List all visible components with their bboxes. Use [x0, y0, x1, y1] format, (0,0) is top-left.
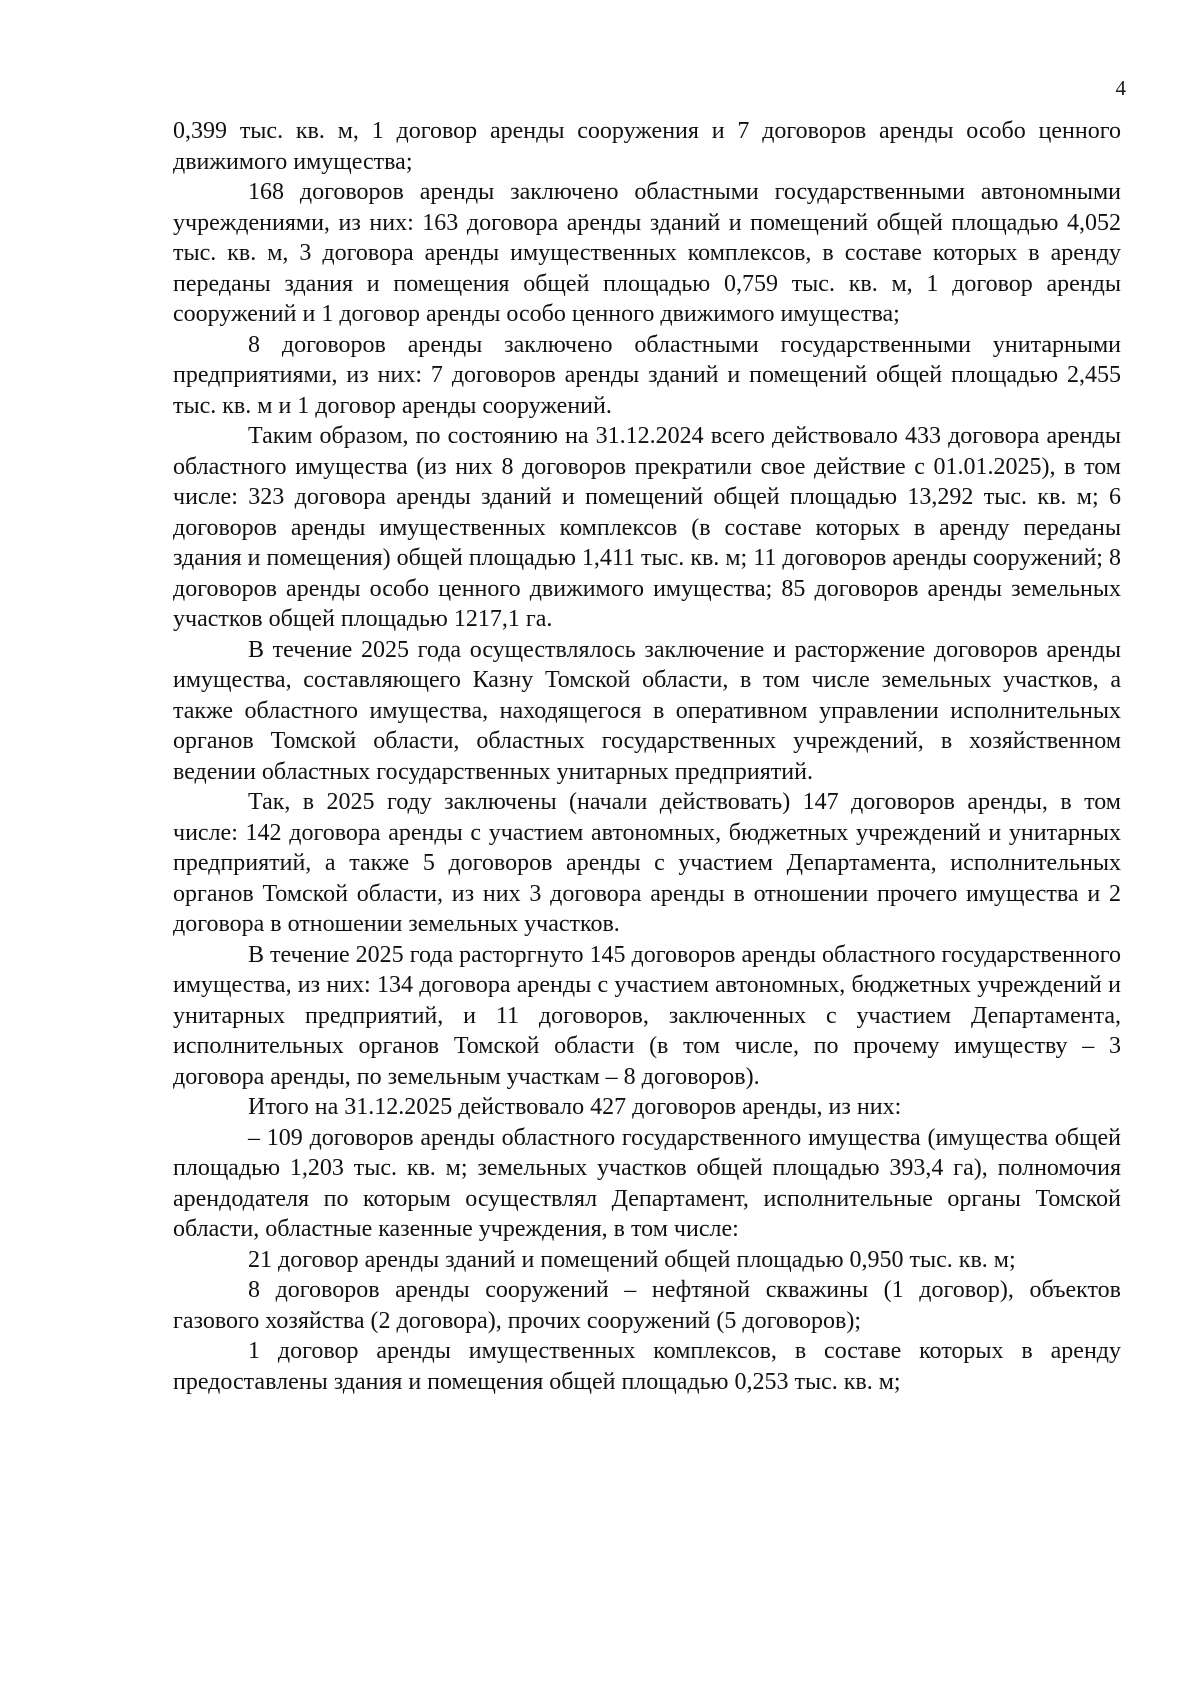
paragraph-continuation: 0,399 тыс. кв. м, 1 договор аренды сооружения и 7 договоров аренды особо ценного движимого имущества;: [173, 118, 1121, 175]
paragraph-unitary-enterprises: 8 договоров аренды заключено областными государственными унитарными предприятиями, из них: 7 договоров аренды зданий и помещений общей площадью 2,455 тыс. кв. м и 1 договор аренды сооружений.: [173, 331, 1121, 419]
list-item-property-complexes: 1 договор аренды имущественных комплексов, в составе которых в аренду предоставлены здания и помещения общей площадью 0,253 тыс. кв. м;: [173, 1338, 1121, 1395]
paragraph-summary-2024: Таким образом, по состоянию на 31.12.2024 всего действовало 433 договора аренды областного имущества (из них 8 договоров прекратили свое действие с 01.01.2025), в том числе: 323 договора аренды зданий и помещений общей площадью 13,292 тыс. кв. м; 6 договоров аренды имущественных комплексов (в составе которых в аренду переданы здания и помещения) общей площадью 1,411 тыс. кв. м; 11 договоров аренды сооружений; 8 договоров аренды особо ценного движимого имущества; 85 договоров аренды земельных участков общей площадью 1217,1 га.: [173, 423, 1121, 632]
list-item-structures: 8 договоров аренды сооружений – нефтяной скважины (1 договор), объектов газового хозяйства (2 договора), прочих сооружений (5 договоров);: [173, 1277, 1121, 1334]
page-number: 4: [1115, 76, 1126, 100]
paragraph-2025-activity: В течение 2025 года осуществлялось заключение и расторжение договоров аренды имущества, составляющего Казну Томской области, в том числе земельных участков, а также областного имущества, находящегося в оперативном управлении исполнительных органов Томской области, областных государственных учреждений, в хозяйственном ведении областных государственных унитарных предприятий.: [173, 636, 1121, 785]
paragraph-total-2025: Итого на 31.12.2025 действовало 427 договоров аренды, из них:: [248, 1094, 902, 1120]
list-item-buildings: 21 договор аренды зданий и помещений общей площадью 0,950 тыс. кв. м;: [248, 1246, 1016, 1273]
paragraph-autonomous-institutions: 168 договоров аренды заключено областными государственными автономными учреждениями, из них: 163 договора аренды зданий и помещений общей площадью 4,052 тыс. кв. м, 3 договора аренды имущественных комплексов, в составе которых в аренду переданы здания и помещения общей площадью 0,759 тыс. кв. м, 1 договор аренды сооружений и 1 договор аренды особо ценного движимого имущества;: [173, 179, 1121, 327]
paragraph-2025-terminated: В течение 2025 года расторгнуто 145 договоров аренды областного государственного имущества, из них: 134 договора аренды с участием автономных, бюджетных учреждений и унитарных предприятий, и 11 договоров, заключенных с участием Департамента, исполнительных органов Томской области (в том числе, по прочему имуществу – 3 договора аренды, по земельным участкам – 8 договоров).: [173, 941, 1121, 1090]
list-item-department-contracts: – 109 договоров аренды областного государственного имущества (имущества общей площадью 1,203 тыс. кв. м; земельных участков общей площадью 393,4 га), полномочия арендодателя по которым осуществлял Департамент, исполнительные органы Томской области, областные казенные учреждения, в том числе:: [173, 1124, 1121, 1242]
document-body: [173, 116, 1121, 1397]
paragraph-2025-concluded: Так, в 2025 году заключены (начали действовать) 147 договоров аренды, в том числе: 142 договора аренды с участием автономных, бюджетных учреждений и унитарных предприятий, а также 5 договоров аренды с участием Департамента, исполнительных органов Томской области, из них 3 договора аренды в отношении прочего имущества и 2 договора в отношении земельных участков.: [173, 789, 1121, 937]
